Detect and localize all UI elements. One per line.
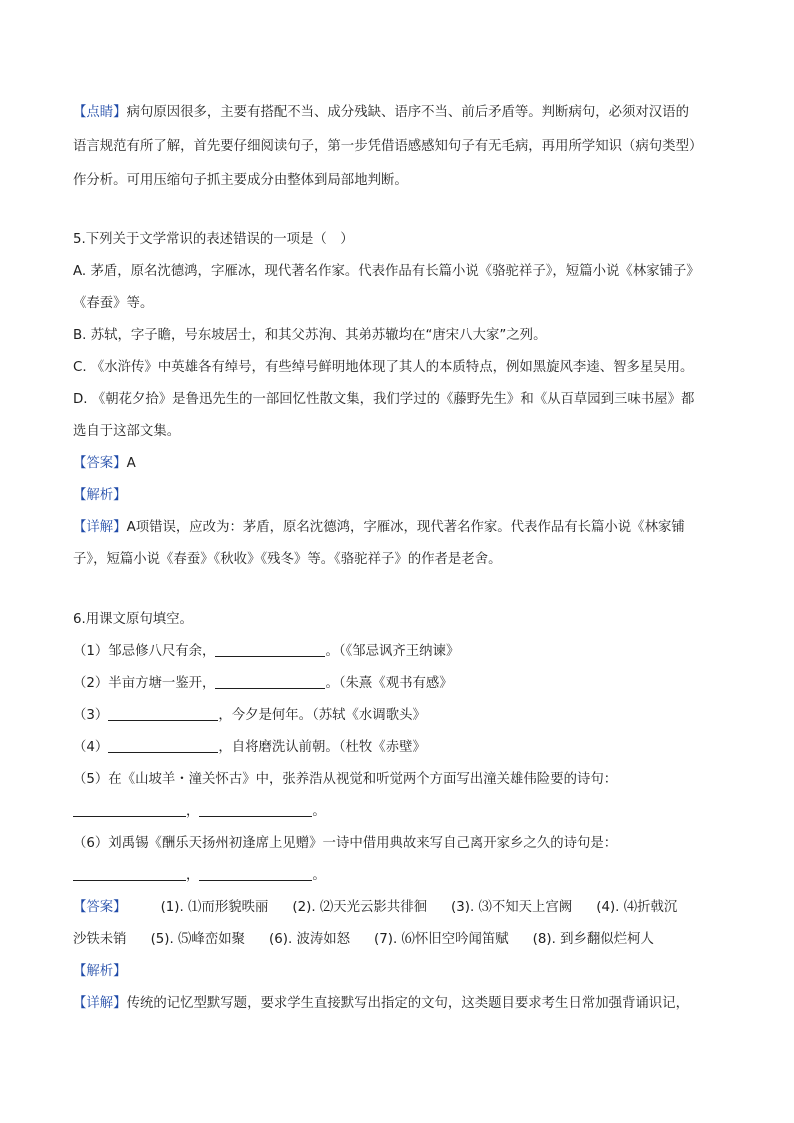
q6-detail-tag: 【详解】 <box>73 996 127 1011</box>
q6-answer-line-1 <box>73 895 728 920</box>
dianjing-line-3: 作分析。可用压缩句子抓主要成分由整体到局部地判断。 <box>73 173 408 188</box>
q5-stem: 5.下列关于文学常识的表述错误的一项是（ ） <box>73 232 354 247</box>
q6-jiexi-tag: 【解析】 <box>73 964 127 979</box>
q6-item-3 <box>73 703 728 728</box>
q6-item-6-comma: ， <box>186 868 200 883</box>
dianjing-tag: 【点睛】 <box>73 105 127 120</box>
q6-stem: 6.用课文原句填空。 <box>73 612 193 627</box>
q6-item-6: （6）刘禹锡《酬乐天扬州初逢席上见赠》一诗中借用典故来写自己离开家乡之久的诗句是： <box>73 836 618 851</box>
q6-item-3-blank[interactable] <box>108 705 218 721</box>
q5-detail-text-1: A项错误，应改为：茅盾，原名沈德鸿，字雁冰，现代著名作家。代表作品有长篇小说《林家铺 <box>126 520 685 535</box>
q6-item-3-post: ，今夕是何年。（苏轼《水调歌头》 <box>218 708 426 723</box>
q5-answer <box>73 451 728 476</box>
q5-option-a-1: A. 茅盾，原名沈德鸿，字雁冰，现代著名作家。代表作品有长篇小说《骆驼祥子》，短篇小说《林家铺子》 <box>73 264 700 279</box>
q6-item-4-blank[interactable] <box>108 737 218 753</box>
q6-item-2-pre: （2）半亩方塘一鉴开， <box>73 676 216 691</box>
q6-answer-2: (2). ⑵天光云影共徘徊 <box>292 900 427 915</box>
q6-item-5: （5）在《山坡羊・潼关怀古》中，张养浩从视觉和听觉两个方面写出潼关雄伟险要的诗句： <box>73 772 618 787</box>
q6-item-4-post: ，自将磨洗认前朝。（杜牧《赤壁》 <box>218 740 426 755</box>
q5-jiexi-tag: 【解析】 <box>73 488 127 503</box>
q5-option-b: B. 苏轼，字子瞻，号东坡居士，和其父苏洵、其弟苏辙均在“唐宋八大家”之列。 <box>73 328 547 343</box>
q6-item-4 <box>73 735 728 760</box>
q6-answer-3: (3). ⑶不知天上宫阙 <box>451 900 573 915</box>
q6-item-2-blank[interactable] <box>215 673 325 689</box>
q6-item-3-pre: （3） <box>73 708 109 723</box>
q6-item-5-end: 。 <box>312 804 326 819</box>
q6-detail-1 <box>73 991 728 1016</box>
q6-item-6-blank-2[interactable] <box>199 865 312 881</box>
q6-item-5-comma: ， <box>186 804 200 819</box>
q6-item-2-post: 。（朱熹《观书有感》 <box>325 676 453 691</box>
q6-item-5-blanks <box>73 799 728 824</box>
q6-item-6-blank-1[interactable] <box>73 865 186 881</box>
q6-item-1-blank[interactable] <box>215 641 325 657</box>
q6-item-6-blanks <box>73 863 728 888</box>
q6-item-5-blank-2[interactable] <box>199 801 312 817</box>
dianjing-line-1 <box>73 100 728 125</box>
dianjing-text-1: 病句原因很多，主要有搭配不当、成分残缺、语序不当、前后矛盾等。判断病句，必须对汉语的 <box>126 105 689 120</box>
q6-detail-text-1: 传统的记忆型默写题，要求学生直接默写出指定的文句，这类题目要求考生日常加强背诵识记， <box>126 996 689 1011</box>
q6-item-6-end: 。 <box>312 868 326 883</box>
q6-answer-line-2 <box>73 927 728 952</box>
q5-option-d-2: 选自于这部文集。 <box>73 424 181 439</box>
q6-answer-8: (8). 到乡翻似烂柯人 <box>532 932 654 947</box>
q6-answer-6: (6). 波涛如怒 <box>269 932 351 947</box>
q6-answer-5: (5). ⑸峰峦如聚 <box>150 932 245 947</box>
q5-option-d-1: D. 《朝花夕拾》是鲁迅先生的一部回忆性散文集，我们学过的《藤野先生》和《从百草园到三味书屋》都 <box>73 392 695 407</box>
q5-option-c: C. 《水浒传》中英雄各有绰号，有些绰号鲜明地体现了其人的本质特点，例如黑旋风李逵、智多星吴用。 <box>73 360 694 375</box>
dianjing-line-2: 语言规范有所了解，首先要仔细阅读句子，第一步凭借语感感知句子有无毛病，再用所学知识（病句类型） <box>73 139 703 154</box>
q6-answer-7: (7). ⑹怀旧空吟闻笛赋 <box>374 932 509 947</box>
q6-answer-4: (4). ⑷折戟沉 <box>596 900 678 915</box>
q6-item-4-pre: （4） <box>73 740 109 755</box>
q5-detail-1 <box>73 515 728 540</box>
q5-detail-2: 子》，短篇小说《春蚕》《秋收》《残冬》等。《骆驼祥子》的作者是老舍。 <box>73 552 502 567</box>
q6-item-1-pre: （1）邹忌修八尺有余， <box>73 644 216 659</box>
q6-item-1 <box>73 639 728 664</box>
q6-item-2 <box>73 671 728 696</box>
q6-answer-tag: 【答案】 <box>73 900 127 915</box>
q6-item-5-blank-1[interactable] <box>73 801 186 817</box>
q6-item-1-post: 。（《邹忌讽齐王纳谏》 <box>325 644 460 659</box>
q6-answer-4-cont: 沙铁未销 <box>73 932 127 947</box>
q6-answer-1: (1). ⑴而形貌昳丽 <box>160 900 269 915</box>
q5-answer-value: A <box>126 456 136 471</box>
q5-answer-tag: 【答案】 <box>73 456 127 471</box>
document-page <box>73 100 728 1016</box>
q5-detail-tag: 【详解】 <box>73 520 127 535</box>
q5-option-a-2: 《春蚕》等。 <box>73 296 154 311</box>
